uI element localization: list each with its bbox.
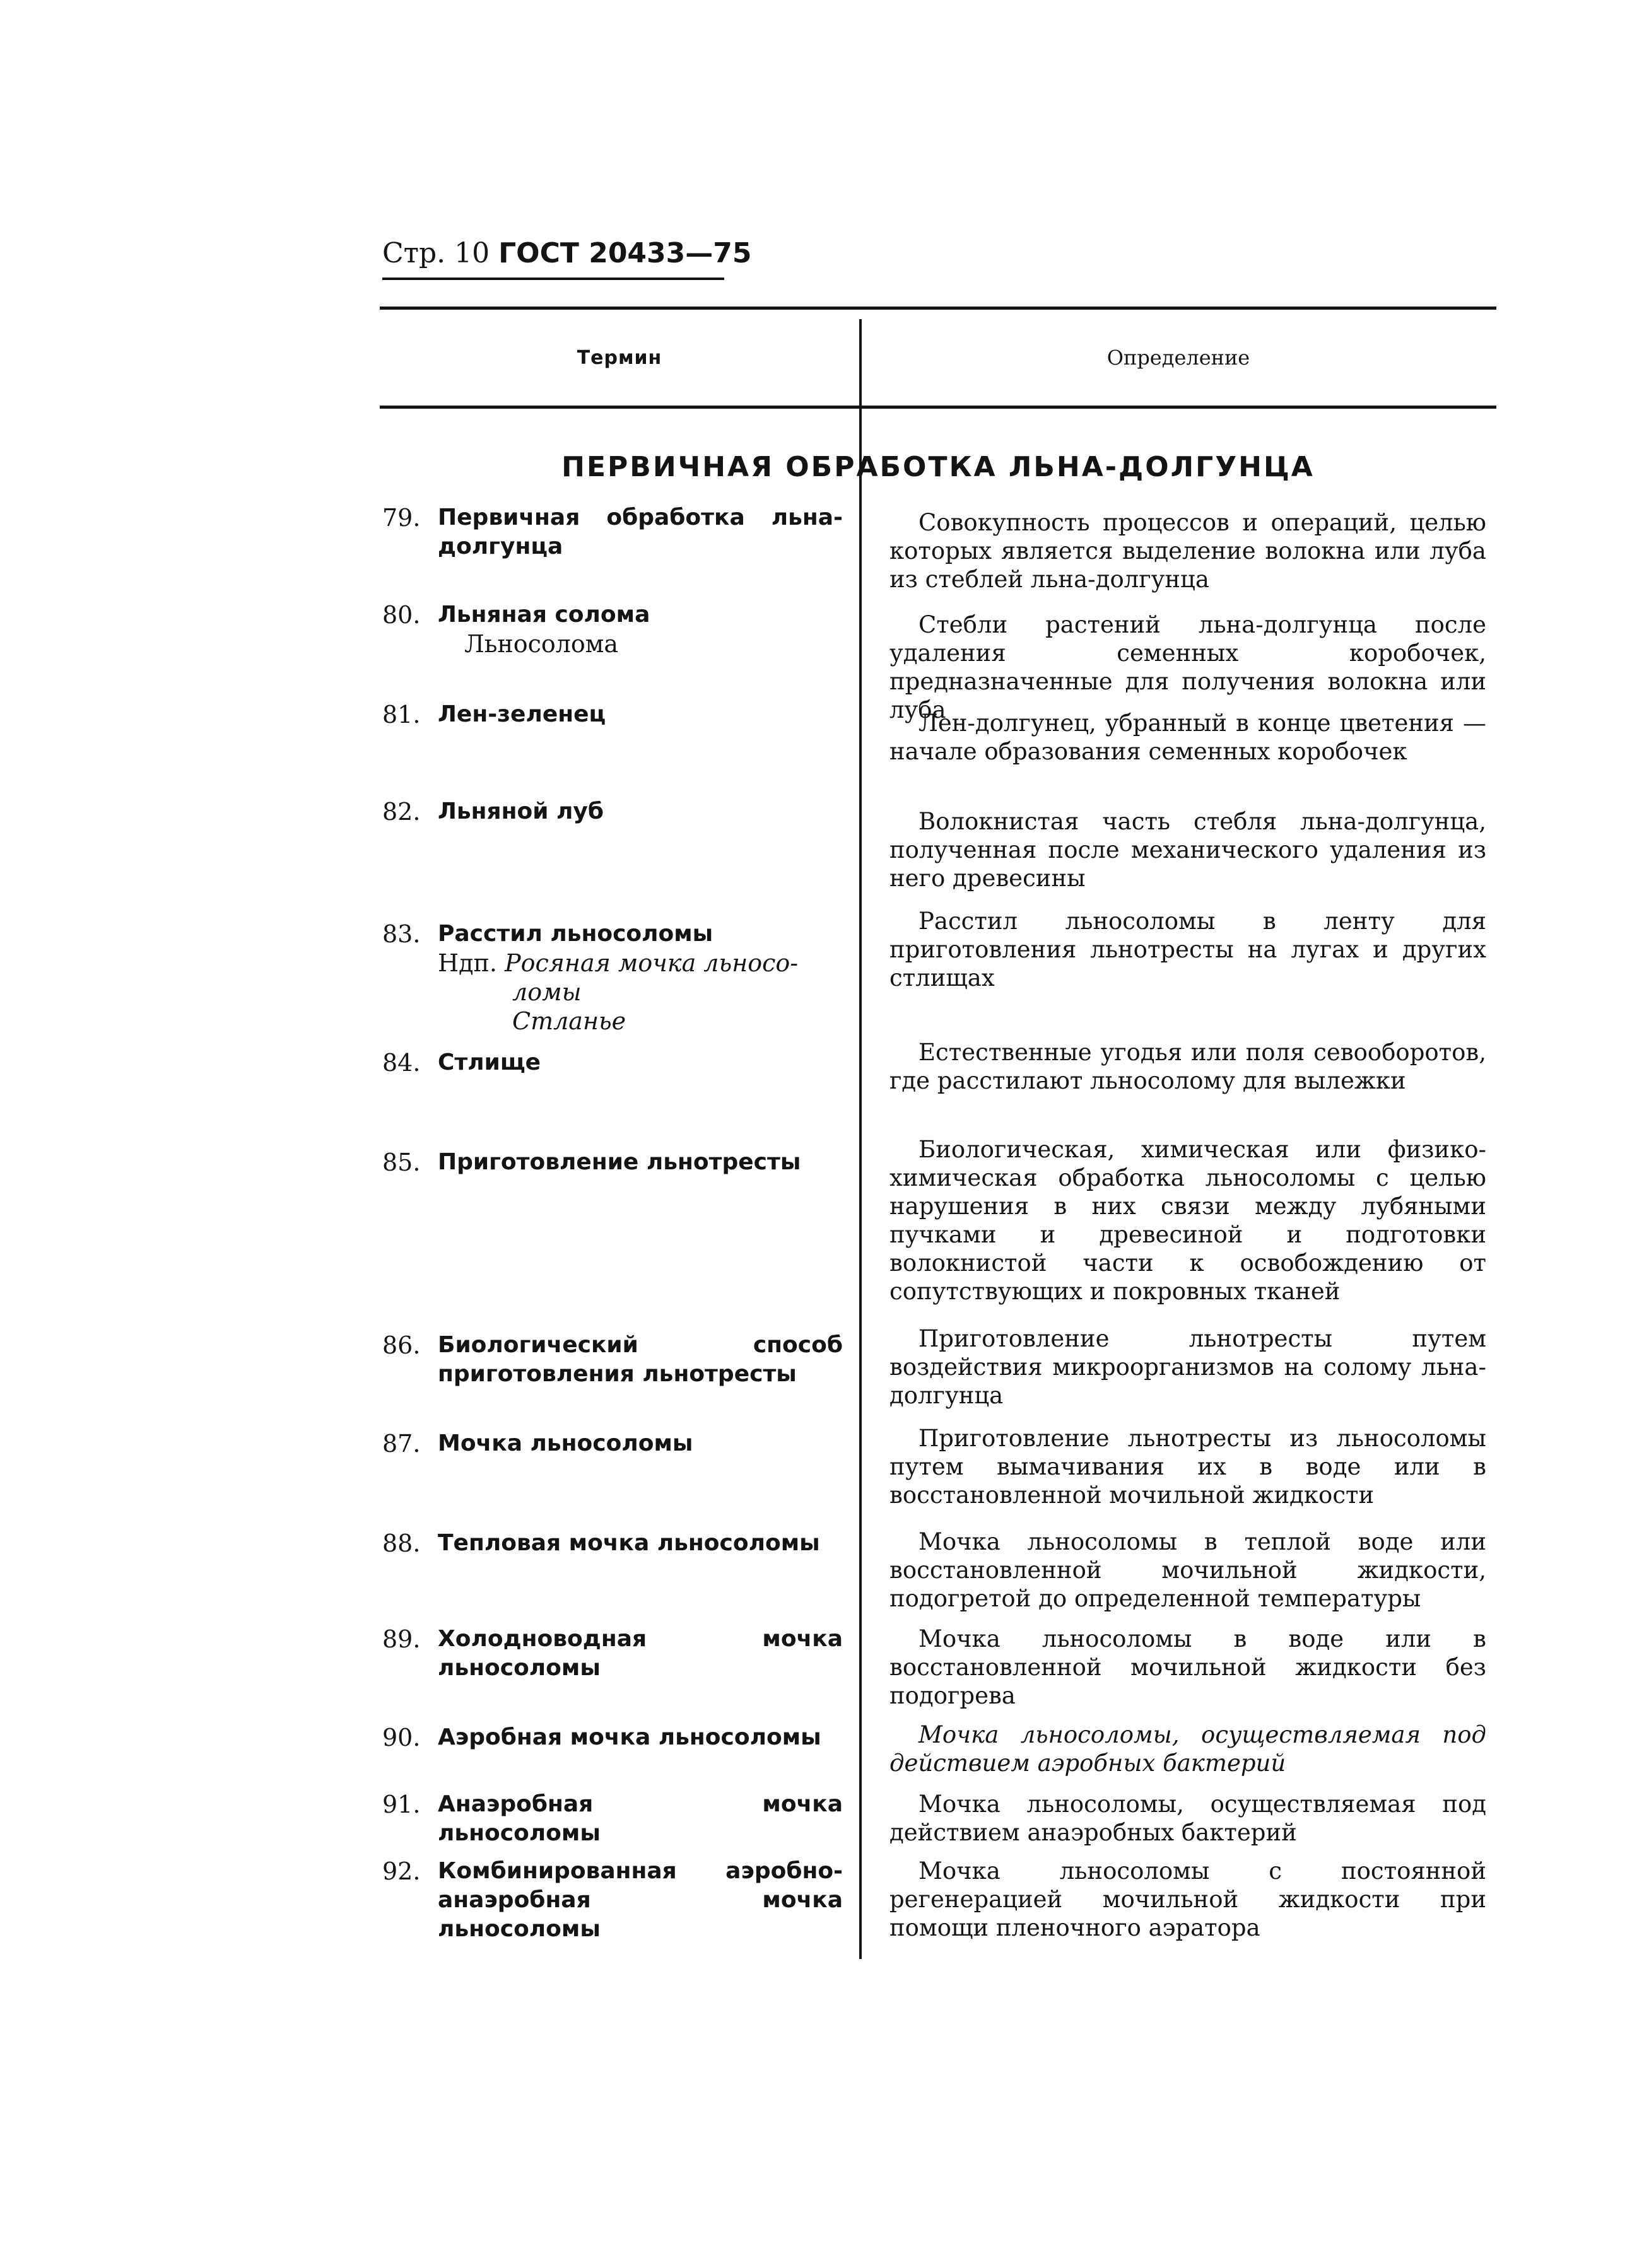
- term-deprecated: [438, 949, 843, 978]
- term-synonym: Льносолома: [464, 630, 618, 658]
- term-text: Холодноводная мочка льносоломы: [438, 1626, 843, 1681]
- term-text: Аэробная мочка льносоломы: [438, 1724, 821, 1750]
- entry-number: 81.: [382, 701, 421, 728]
- entry-number: 91.: [382, 1791, 421, 1818]
- term-text: Комбинированная аэробно-анаэробная мочка льносоломы: [438, 1858, 843, 1942]
- entry-number: 82.: [382, 798, 421, 826]
- table-header: [380, 307, 1496, 409]
- entry-definition: Совокупность процессов и операций, целью которых является выделение волокна или луба из стеблей льна-долгунца: [889, 509, 1486, 593]
- deprecated-term: Росяная мочка льносо-: [505, 949, 799, 977]
- entry-number: 83.: [382, 920, 421, 948]
- entry-number: 89.: [382, 1625, 421, 1653]
- entry-term: [382, 1429, 843, 1458]
- term-text: Первичная обработка льна-долгунца: [438, 505, 843, 559]
- page-number: Стр. 10: [382, 237, 490, 269]
- term-text: Приготовление льнотресты: [438, 1149, 801, 1175]
- running-header: [382, 236, 752, 280]
- deprecated-term-alt: Стланье: [512, 1007, 626, 1035]
- entry-definition: Лен-долгунец, убранный в конце цветения — начале образования семенных коробочек: [889, 710, 1486, 765]
- entry-term: [382, 1331, 843, 1389]
- entry-term: [382, 600, 843, 658]
- entry-definition: Биологическая, химическая или физико-химическая обработка льносоломы с целью нарушения в них связи между лубяными пучками и древесиной и подготовки волокнистой части к освобождению от сопутствующих и покровных тканей: [889, 1136, 1486, 1305]
- standard-id: ГОСТ 20433—75: [498, 237, 752, 269]
- entry-term: [382, 1148, 843, 1177]
- entry-number: 86.: [382, 1331, 421, 1359]
- term-text: Стлище: [438, 1049, 541, 1075]
- entry-definition: Стебли растений льна-долгунца после удаления семенных коробочек, предназначенные для получения волокна или луба: [889, 611, 1486, 723]
- section-title: ПЕРВИЧНАЯ ОБРАБОТКА ЛЬНА-ДОЛГУНЦА: [561, 451, 1315, 483]
- entry-term: [382, 700, 843, 729]
- entry-term: [382, 1048, 843, 1077]
- entry-number: 92.: [382, 1857, 421, 1885]
- term-text: Анаэробная мочка льносоломы: [438, 1791, 843, 1846]
- term-text: Мочка льносоломы: [438, 1430, 693, 1456]
- column-header-definition: Определение: [1106, 346, 1250, 370]
- entry-number: 85.: [382, 1149, 421, 1176]
- entry-term: [382, 1857, 843, 1944]
- term-text: Биологический способ приготовления льнотресты: [438, 1332, 843, 1387]
- term-text: Тепловая мочка льносоломы: [438, 1530, 820, 1556]
- entry-definition: Приготовление льнотресты путем воздействия микроорганизмов на солому льна-долгунца: [889, 1325, 1486, 1409]
- entry-definition: Мочка льносоломы, осуществляемая под действием анаэробных бактерий: [889, 1791, 1486, 1846]
- entry-term: [382, 797, 843, 826]
- entry-definition: Расстил льносоломы в ленту для приготовления льнотресты на лугах и других стлищах: [889, 908, 1486, 991]
- entry-number: 87.: [382, 1430, 421, 1458]
- term-text: Льняной луб: [438, 798, 604, 824]
- deprecated-label: Ндп.: [438, 949, 497, 977]
- entry-definition: Мочка льносоломы, осуществляемая под действием аэробных бактерий: [889, 1721, 1486, 1777]
- column-divider: [859, 319, 862, 1959]
- entry-term: [382, 1625, 843, 1683]
- entry-term: [382, 1529, 843, 1558]
- entry-definition: Естественные угодья или поля севооборотов, где расстилают льносолому для вылежки: [889, 1039, 1486, 1094]
- deprecated-term-continued: ломы: [512, 978, 582, 1006]
- column-header-term: Термин: [577, 346, 662, 369]
- entry-definition: Мочка льносоломы в теплой воде или восстановленной мочильной жидкости, подогретой до определенной температуры: [889, 1528, 1486, 1612]
- entry-term: [382, 1723, 843, 1752]
- entry-number: 80.: [382, 601, 421, 629]
- entry-number: 79.: [382, 504, 421, 532]
- entry-definition: Мочка льносоломы с постоянной регенерацией мочильной жидкости при помощи пленочного аэратора: [889, 1857, 1486, 1941]
- entry-term: [382, 920, 843, 1036]
- entry-definition: Мочка льносоломы в воде или в восстановленной мочильной жидкости без подогрева: [889, 1625, 1486, 1709]
- entry-definition: Приготовление льнотресты из льносоломы путем вымачивания их в воде или в восстановленной мочильной жидкости: [889, 1425, 1486, 1509]
- entry-term: [382, 503, 843, 561]
- term-text: Расстил льносоломы: [438, 921, 713, 947]
- entry-definition: Волокнистая часть стебля льна-долгунца, полученная после механического удаления из него древесины: [889, 808, 1486, 892]
- entry-number: 90.: [382, 1724, 421, 1751]
- term-text: Льняная солома: [438, 602, 650, 628]
- entry-number: 84.: [382, 1049, 421, 1077]
- entry-number: 88.: [382, 1529, 421, 1557]
- term-text: Лен-зеленец: [438, 701, 606, 727]
- entry-term: [382, 1790, 843, 1848]
